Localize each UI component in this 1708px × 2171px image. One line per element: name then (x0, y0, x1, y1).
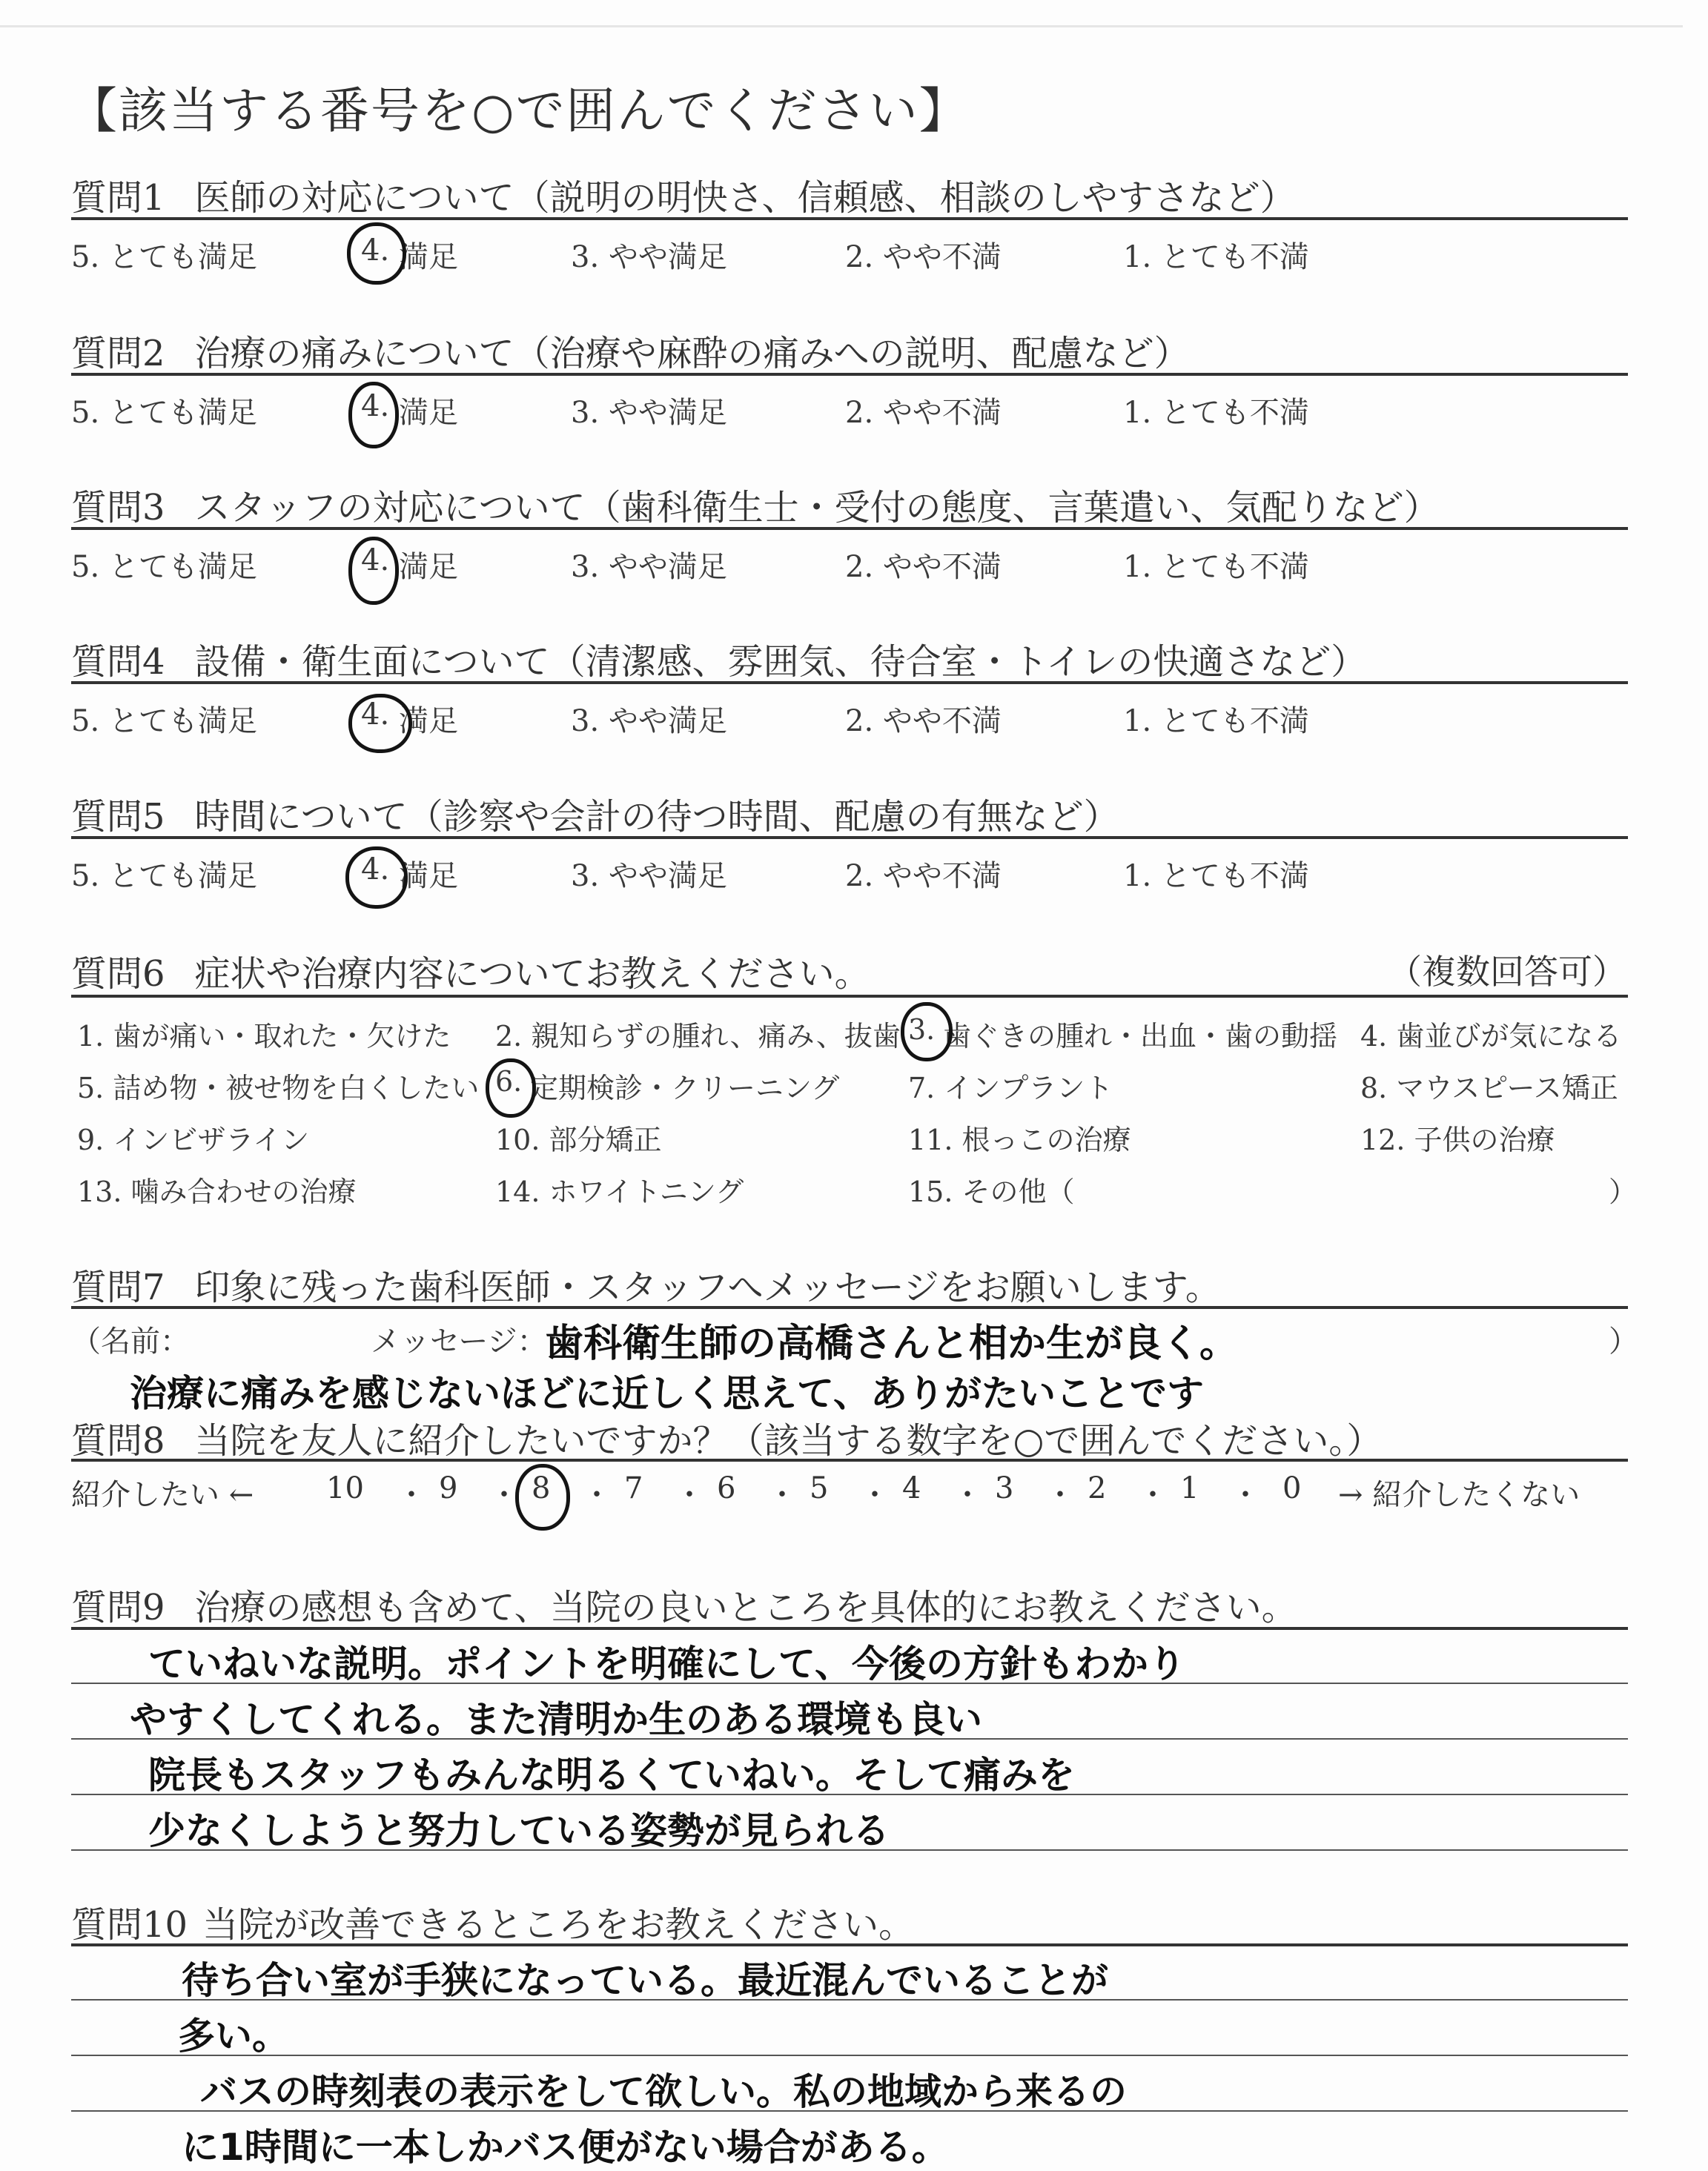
question-9-text: 治療の感想も含めて、当院の良いところを具体的にお教えください。 (194, 1587, 1297, 1628)
question-4-title (71, 633, 1366, 684)
top-rule (0, 25, 1683, 27)
q6-option-8[interactable]: 8. マウスピース矯正 (1360, 1072, 1618, 1104)
q6-option-13[interactable]: 13. 噛み合わせの治療 (77, 1176, 357, 1208)
q8-sep: ・ (1138, 1478, 1168, 1512)
question-1-number: 質問1 (71, 177, 165, 219)
q8-sep: ・ (1231, 1478, 1260, 1512)
q3-option-5[interactable]: 5. とても満足 (71, 550, 257, 584)
q6-option-7[interactable]: 7. インプラント (908, 1072, 1113, 1104)
q6-option-1[interactable]: 1. 歯が痛い・取れた・欠けた (77, 1020, 451, 1053)
question-7-number: 質問7 (71, 1267, 165, 1308)
q8-sep: ・ (582, 1478, 612, 1512)
q4-option-5[interactable]: 5. とても満足 (71, 704, 257, 738)
q1-option-2[interactable]: 2. やや不満 (845, 240, 1002, 274)
question-7-text: 印象に残った歯科医師・スタッフへメッセージをお願いします。 (194, 1267, 1221, 1308)
q2-option-2[interactable]: 2. やや不満 (845, 396, 1002, 430)
question-3-title (71, 479, 1440, 530)
question-2-rule (71, 373, 1628, 376)
question-1-text: 医師の対応について（説明の明快さ、信頼感、相談のしやすさなど） (194, 177, 1296, 219)
question-9-number: 質問9 (71, 1587, 165, 1628)
q2-option-5[interactable]: 5. とても満足 (71, 396, 257, 430)
question-8-number: 質問8 (71, 1420, 165, 1462)
q8-value-6[interactable]: 6 (717, 1471, 736, 1505)
q1-option-4-label: 満足 (399, 240, 458, 274)
q8-value-3[interactable]: 3 (995, 1471, 1014, 1505)
q2-answer-circle (348, 382, 399, 448)
q6-option-2[interactable]: 2. 親知らずの腫れ、痛み、抜歯 (495, 1020, 901, 1053)
q6-option-3[interactable]: 3. (908, 1013, 936, 1046)
q8-value-7[interactable]: 7 (624, 1471, 643, 1505)
q8-value-0[interactable]: 0 (1282, 1471, 1302, 1505)
q2-option-4-label: 満足 (399, 396, 458, 430)
q6-option-9[interactable]: 9. インビザライン (77, 1124, 310, 1156)
q8-sep: ・ (397, 1478, 426, 1512)
q8-scale-left-label: 紹介したい ← (71, 1478, 254, 1512)
question-10-rule (71, 1943, 1628, 1946)
q4-option-4[interactable]: 4. (361, 697, 390, 732)
question-10-number: 質問10 (71, 1904, 188, 1946)
question-1-rule (71, 217, 1628, 220)
q8-sep: ・ (767, 1478, 797, 1512)
question-10-title (71, 1896, 914, 1947)
q8-value-4[interactable]: 4 (902, 1471, 921, 1505)
q8-sep: ・ (953, 1478, 982, 1512)
q6-option-15-close: ） (1609, 1176, 1638, 1208)
question-5-title (71, 788, 1119, 839)
q6-option-10[interactable]: 10. 部分矯正 (495, 1124, 662, 1156)
q4-option-4-label: 満足 (399, 704, 458, 738)
q8-sep: ・ (489, 1478, 519, 1512)
q2-option-1[interactable]: 1. とても不満 (1123, 396, 1309, 430)
question-6-text: 症状や治療内容についてお教えください。 (194, 953, 870, 995)
question-8-text: 当院を友人に紹介したいですか？（該当する数字を○で囲んでください。） (194, 1420, 1383, 1462)
q10-answer-line-2: 多い。 (178, 2015, 289, 2058)
question-10-text: 当院が改善できるところをお教えください。 (202, 1904, 915, 1946)
q5-option-4[interactable]: 4. (361, 852, 390, 886)
question-3-number: 質問3 (71, 487, 165, 528)
q4-option-1[interactable]: 1. とても不満 (1123, 704, 1309, 738)
q1-option-4[interactable]: 4. (361, 233, 390, 268)
q5-option-5[interactable]: 5. とても満足 (71, 859, 257, 893)
q7-name-label: （名前： (71, 1325, 190, 1359)
q8-value-9[interactable]: 9 (439, 1471, 458, 1505)
q5-option-1[interactable]: 1. とても不満 (1123, 859, 1309, 893)
q8-value-5[interactable]: 5 (810, 1471, 829, 1505)
question-3-rule (71, 527, 1628, 530)
q8-sep: ・ (860, 1478, 890, 1512)
page-title: 【該当する番号を○で囲んでください】 (68, 82, 970, 139)
question-5-text: 時間について（診察や会計の待つ時間、配慮の有無など） (194, 796, 1119, 838)
q1-option-5[interactable]: 5. とても満足 (71, 240, 257, 274)
question-4-rule (71, 681, 1628, 684)
q6-option-4[interactable]: 4. 歯並びが気になる (1360, 1020, 1622, 1053)
q1-answer-circle (347, 222, 406, 285)
q3-option-3[interactable]: 3. やや満足 (571, 550, 727, 584)
q1-option-3[interactable]: 3. やや満足 (571, 240, 727, 274)
question-6-title (71, 945, 870, 996)
q7-message-line-1: 歯科衛生師の高橋さんと相か生が良く。 (545, 1322, 1238, 1366)
q6-option-5[interactable]: 5. 詰め物・被せ物を白くしたい (77, 1072, 480, 1104)
question-7-rule (71, 1306, 1628, 1309)
question-2-text: 治療の痛みについて（治療や麻酔の痛みへの説明、配慮など） (194, 333, 1190, 374)
q8-answer-circle (515, 1464, 570, 1531)
question-7-title (71, 1259, 1221, 1310)
q5-answer-circle (345, 846, 408, 909)
q3-answer-circle (348, 537, 399, 605)
question-5-rule (71, 836, 1628, 839)
q7-close-paren: ） (1609, 1325, 1638, 1359)
question-6-number: 質問6 (71, 953, 165, 995)
q6-option-3-label: 歯ぐきの腫れ・出血・歯の動揺 (943, 1020, 1338, 1053)
q4-option-3[interactable]: 3. やや満足 (571, 704, 727, 738)
q10-answer-line-3: バスの時刻表の表示をして欲しい。私の地域から来るの (200, 2070, 1127, 2113)
q8-value-2[interactable]: 2 (1088, 1471, 1107, 1505)
multiple-answers-note: （複数回答可） (1388, 952, 1626, 992)
question-3-text: スタッフの対応について（歯科衛生士・受付の態度、言葉遣い、気配りなど） (194, 487, 1440, 528)
q10-answer-line-1: 待ち合い室が手狭になっている。最近混んでいることが (182, 1959, 1108, 2002)
q3-option-4[interactable]: 4. (361, 543, 390, 577)
q9-answer-line-1: ていねいな説明。ポイントを明確にして、今後の方針もわかり (148, 1643, 1185, 1686)
q6-option-14[interactable]: 14. ホワイトニング (495, 1176, 744, 1208)
q2-option-3[interactable]: 3. やや満足 (571, 396, 727, 430)
question-5-number: 質問5 (71, 796, 165, 838)
q3-option-4-label: 満足 (399, 550, 458, 584)
q6-answer-circle-6 (486, 1058, 536, 1118)
q6-option-12[interactable]: 12. 子供の治療 (1360, 1124, 1555, 1156)
q5-option-2[interactable]: 2. やや不満 (845, 859, 1002, 893)
q8-value-8[interactable]: 8 (532, 1471, 551, 1505)
q7-message-label: メッセージ： (371, 1325, 547, 1359)
q4-answer-circle (348, 694, 412, 753)
q6-option-6-label: 定期検診・クリーニング (530, 1072, 840, 1104)
q6-option-6[interactable]: 6. (495, 1065, 523, 1098)
question-9-title (71, 1579, 1297, 1630)
q1-option-1[interactable]: 1. とても不満 (1123, 240, 1309, 274)
question-8-rule (71, 1459, 1628, 1462)
q4-option-2[interactable]: 2. やや不満 (845, 704, 1002, 738)
question-4-text: 設備・衛生面について（清潔感、雰囲気、待合室・トイレの快適さなど） (194, 641, 1367, 683)
q6-option-15[interactable]: 15. その他（ (908, 1176, 1075, 1208)
q8-scale-right-label: → 紹介したくない (1338, 1478, 1580, 1512)
q9-answer-line-3: 院長もスタッフもみんな明るくていねい。そして痛みを (148, 1754, 1075, 1797)
q10-line (71, 2055, 1628, 2056)
q6-answer-circle-3 (901, 1002, 953, 1061)
q8-value-10[interactable]: 10 (326, 1471, 364, 1505)
question-2-number: 質問2 (71, 333, 165, 374)
q3-option-1[interactable]: 1. とても不満 (1123, 550, 1309, 584)
q8-value-1[interactable]: 1 (1180, 1471, 1199, 1505)
q3-option-2[interactable]: 2. やや不満 (845, 550, 1002, 584)
q8-sep: ・ (1045, 1478, 1075, 1512)
question-2-title (71, 325, 1190, 376)
question-9-rule (71, 1627, 1628, 1630)
q7-message-line-2: 治療に痛みを感じないほどに近しく思えて、ありがたいことです (130, 1372, 1204, 1415)
q8-sep: ・ (675, 1478, 704, 1512)
q6-option-11[interactable]: 11. 根っこの治療 (908, 1124, 1131, 1156)
q9-answer-line-4: 少なくしようと努力している姿勢が見られる (148, 1809, 890, 1852)
q5-option-3[interactable]: 3. やや満足 (571, 859, 727, 893)
question-8-title (71, 1412, 1382, 1463)
q9-answer-line-2: やすくしてくれる。また清明か生のある環境も良い (130, 1698, 982, 1741)
question-1-title (71, 169, 1296, 220)
q5-option-4-label: 満足 (399, 859, 458, 893)
q2-option-4[interactable]: 4. (361, 389, 390, 423)
q10-answer-line-4: に1時間に一本しかバス便がない場合がある。 (182, 2126, 949, 2169)
question-4-number: 質問4 (71, 641, 165, 683)
question-6-rule (71, 995, 1628, 998)
